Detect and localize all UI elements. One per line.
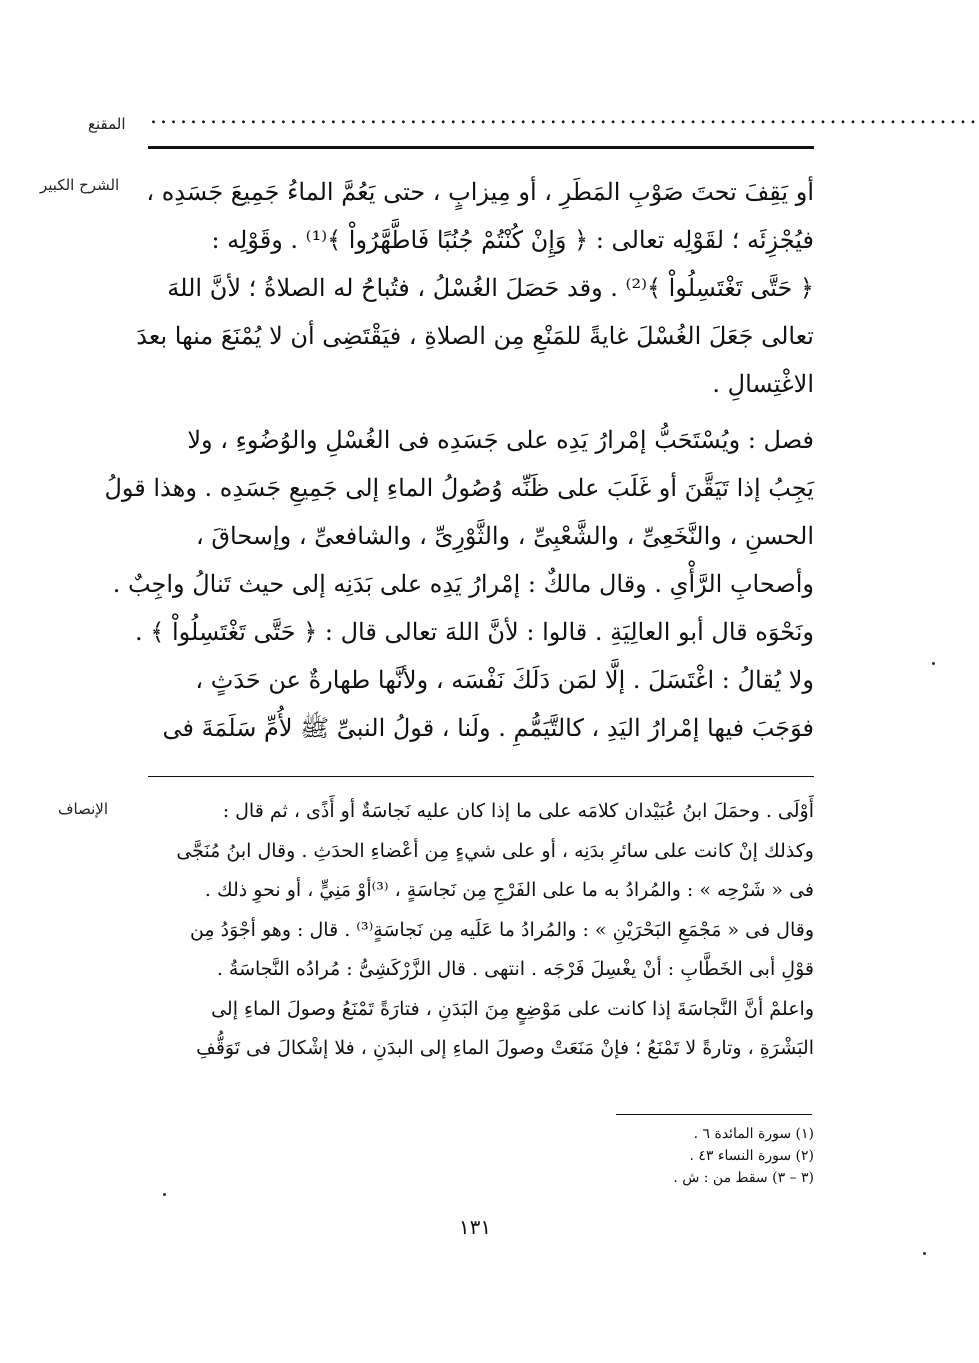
fasl-line: الحسنِ ، والنَّخَعِىِّ ، والشَّعْبِىِّ ، والثَّوْرِىِّ ، والشافعىِّ ، وإسحاقَ ،: [196, 522, 814, 550]
footnote: (٣ – ٣) سقط من : ش .: [673, 1170, 814, 1186]
insaf-line: وكذلك إنْ كانت على سائرِ بدَنِه ، أو على شيءٍ مِن أعْضاءِ الحدَثِ . وقال ابنُ مُنَجَّى: [176, 839, 814, 862]
footnote: (٢) سورة النساء ٤٣ .: [689, 1148, 814, 1164]
sharh-label: الشرح الكبير: [40, 176, 120, 194]
fasl-line: فصل : ويُسْتَحَبُّ إمْرارُ يَدِه على جَسَدِه فى الغُسْلِ والوُضُوءِ ، ولا: [187, 426, 814, 454]
scan-speck: [923, 1252, 926, 1255]
insaf-line: وقال فى « مَجْمَعِ البَحْرَيْنِ » : والمُرادُ ما عَلَيه مِن نَجاسَةٍ⁽³⁾ . قال : وهو أجْوَدُ مِن: [189, 918, 814, 941]
footnotes: [500, 1124, 814, 1190]
fasl-line: فوَجَبَ فيها إمْرارُ اليَدِ ، كالتَّيَمُّمِ . ولَنا ، قولُ النبىِّ ﷺ لأُمِّ سَلَمَةَ فى: [162, 714, 814, 742]
sharh-line: ﴿ حَتَّى تَغْتَسِلُواْ ﴾⁽²⁾ . وقد حَصَلَ الغُسْلُ ، فتُباحُ له الصلاةُ ؛ لأنَّ اللهَ: [167, 274, 814, 302]
insaf-line: البَشْرَةِ ، وتارةً لا تَمْنَعُ ؛ فإنْ مَنَعَتْ وصولَ الماءِ إلى البدَنِ ، فلا إشْكالَ فى تَوَقُّفِ: [196, 1037, 814, 1059]
page-number: ١٣١: [458, 1215, 492, 1239]
fasl-line: يَجِبُ إذا تَيَقَّنَ أو غَلَبَ على ظَنِّه وُصُولُ الماءِ إلى جَمِيعِ جَسَدِه . وهذا قولُ: [104, 474, 814, 502]
insaf-line: قوْلِ أبى الخَطَّابِ : أنْ يغْسِلَ فَرْجَه . انتهى . قال الزَّرْكَشِىُّ : مُرادُه النَّجاسَةُ .: [216, 958, 814, 980]
insaf-label: الإنصاف: [58, 800, 109, 818]
insaf-line: أَوْلَى . وحمَلَ ابنُ عُبَيْدان كلامَه على ما إذا كان عليه نَجاسَةٌ أو أَذًى ، ثم قال :: [222, 800, 814, 822]
footnote-rule: [616, 1114, 812, 1115]
header-dotted-line: ...................................................................................: [150, 104, 979, 129]
sharh-line: الاغْتِسالِ .: [712, 370, 814, 398]
sharh-line: فيُجْزِئَه ؛ لقَوْلِه تعالى : ﴿ وَإِنْ كُنْتُمْ جُنُبًا فَاطَّهَّرُواْ ﴾⁽¹⁾ . وقَوْلِه :: [211, 226, 814, 254]
header-rule: [148, 146, 814, 149]
insaf-text: [150, 794, 814, 1071]
fasl-line: ونَحْوَه قال أبو العالِيَةِ . قالوا : لأنَّ اللهَ تعالى قال : ﴿ حَتَّى تَغْتَسِلُواْ ﴾ .: [135, 618, 814, 646]
sharh-line: أو يَقِفَ تحتَ صَوْبِ المَطَرِ ، أو مِيزابٍ ، حتى يَعُمَّ الماءُ جَمِيعَ جَسَدِه ،: [146, 178, 814, 206]
fasl-line: ولا يُقالُ : اغْتَسَلَ . إلَّا لمَن دَلَكَ نَفْسَه ، ولأنَّها طهارةٌ عن حَدَثٍ ،: [195, 666, 814, 694]
sharh-text: [104, 172, 814, 756]
insaf-line: واعلمْ أنَّ النَّجاسَةَ إذا كانت على مَوْضِعٍ مِنَ البَدَنِ ، فتارَةً تَمْنَعُ وصولَ الماءِ إلى: [211, 997, 814, 1020]
section-divider: [148, 776, 814, 777]
fasl-line: وأصحابِ الرَّأْىِ . وقال مالكٌ : إمْرارُ يَدِه على بَدَنِه إلى حيث تَنالُ واجِبٌ .: [112, 570, 814, 598]
scan-speck: [163, 1193, 166, 1196]
insaf-line: فى « شَرْحِه » : والمُرادُ به ما على الفَرْجِ مِن نَجاسَةٍ ، ⁽³⁾أوْ مَنِيٍّ ، أو نحوِ ذلك .: [204, 879, 814, 901]
sharh-line: تعالى جَعَلَ الغُسْلَ غايةً للمَنْعِ مِن الصلاةِ ، فيَقْتَضِى أن لا يُمْنَعَ منها بعدَ: [136, 322, 814, 350]
footnote: (١) سورة المائدة ٦ .: [693, 1126, 814, 1142]
muqni-label: المقنع: [88, 115, 126, 133]
scan-speck: [932, 662, 935, 665]
